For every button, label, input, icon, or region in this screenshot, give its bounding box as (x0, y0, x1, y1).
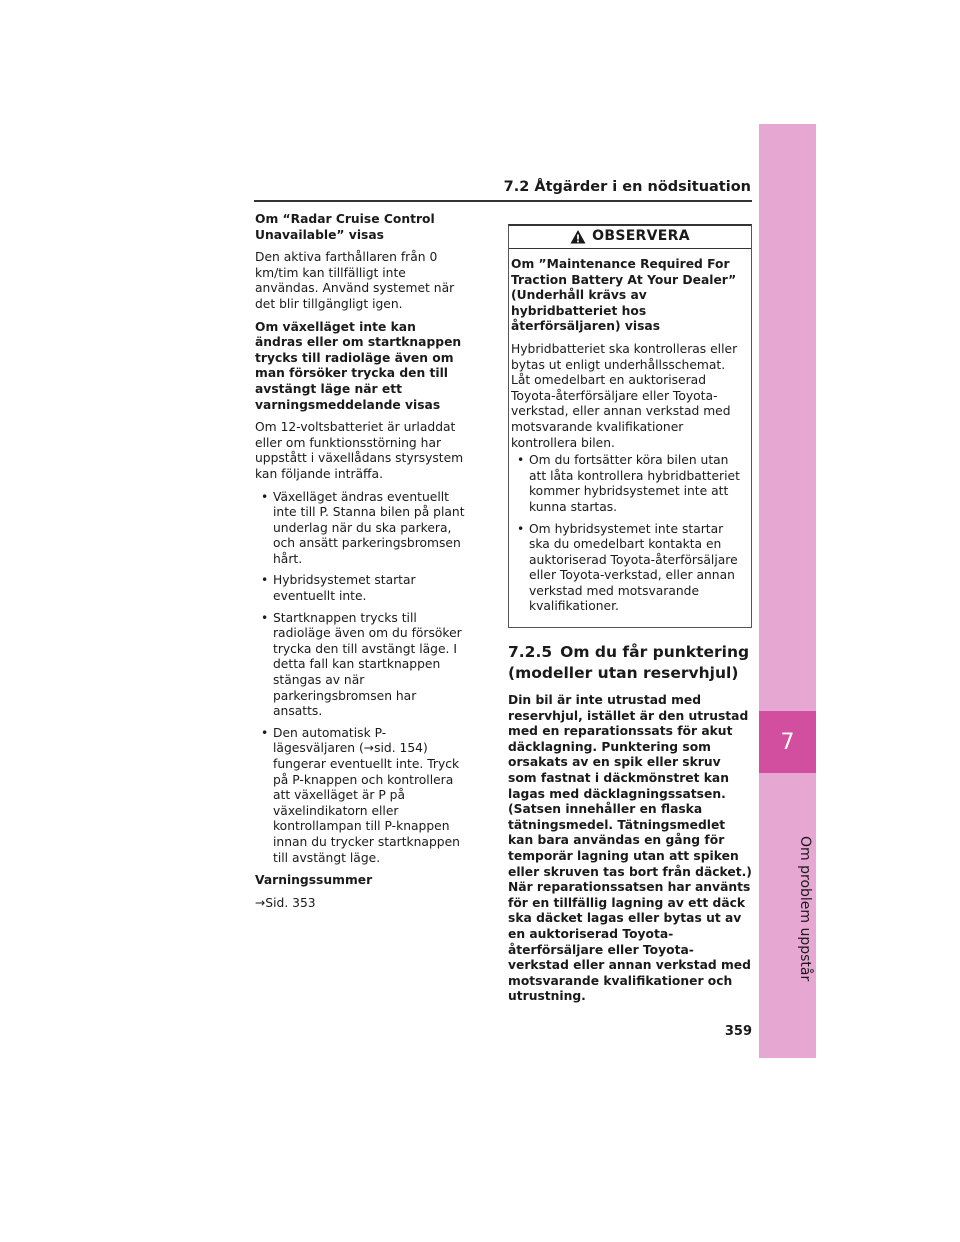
warning-body (509, 249, 751, 627)
list-item: • Om du fortsätter köra bilen utan att låta kontrollera hybridbatteriet kommer hybridsystemet inte att kunna startas. (511, 453, 747, 515)
section-number: 7.2.5 (508, 643, 553, 662)
header-divider (254, 200, 752, 202)
list-item: • Den automatisk P-lägesväljaren (→sid. 154) fungerar eventuellt inte. Tryck på P-knappen och kontrollera att växelläget är P på växelindikatorn eller kontrollampan till P-knappen innan du trycker startknappen till avstängt läge. (255, 726, 467, 866)
right-column (508, 224, 752, 1012)
bullet-list (255, 490, 467, 867)
chapter-side-tab (759, 124, 816, 1058)
section-header: 7.2 Åtgärder i en nödsituation (503, 179, 751, 195)
chapter-number: 7 (759, 711, 816, 773)
section-title-7-2-5 (508, 642, 752, 684)
warning-bullet-list (511, 453, 747, 615)
warning-heading: Om ”Maintenance Required For Traction Battery At Your Dealer” (Underhåll krävs av hybridbatteriet hos återförsäljaren) visas (511, 257, 737, 334)
paragraph-battery: Om 12-voltsbatteriet är urladdat eller om funktionsstörning har uppstått i växellådans styrsystem kan följande inträffa. (255, 420, 464, 481)
chapter-title: Om problem uppstår (797, 836, 813, 982)
warning-paragraph: Hybridbatteriet ska kontrolleras eller bytas ut enligt underhållsschemat. Låt omedelbart en auktoriserad Toyota-återförsäljare eller Toyota-verkstad, eller annan verkstad med motsvarande kvalifikationer kontrollera bilen. (511, 341, 738, 450)
warning-box (508, 224, 752, 628)
section-title-text: Om du får punktering (modeller utan reservhjul) (508, 643, 750, 683)
warning-triangle-icon (570, 229, 586, 245)
page-number: 359 (724, 1024, 752, 1039)
page-reference-link[interactable]: →Sid. 353 (255, 895, 316, 910)
paragraph-radar-cruise: Den aktiva farthållaren från 0 km/tim kan tillfälligt inte användas. Använd systemet när det blir tillgängligt igen. (255, 250, 455, 311)
warning-label: OBSERVERA (592, 228, 690, 245)
list-item: • Växelläget ändras eventuellt inte till P. Stanna bilen på plant underlag när du ska parkera, och ansätt parkeringsbromsen hårt. (255, 490, 467, 568)
section-body: Din bil är inte utrustad med reservhjul, istället är den utrustad med en reparationssats för akut däcklagning. Punktering som orsakats av en spik eller skruv som fastnat i däckmönstret kan lagas med däcklagningssatsen. (Satsen innehåller en flaska tätningsmedel. Tätningsmedlet kan bara användas en gång för temporär lagning utan att spiken eller skruven tas bort från däcket.) När reparationssatsen har använts för en tillfällig lagning av ett däck ska däcket lagas eller bytas ut av en auktoriserad Toyota-återförsäljare eller Toyota-verkstad eller annan verkstad med motsvarande kvalifikationer och utrustning. (508, 693, 752, 1004)
left-column (255, 212, 467, 918)
heading-shift-position: Om växelläget inte kan ändras eller om startknappen trycks till radioläge även om man försöker trycka den till avstängt läge när ett varningsmeddelande visas (255, 319, 462, 412)
warning-header (509, 226, 751, 249)
list-item: • Om hybridsystemet inte startar ska du omedelbart kontakta en auktoriserad Toyota-återförsäljare eller Toyota-verkstad, eller annan verkstad med motsvarande kvalifikationer. (511, 522, 747, 616)
heading-radar-cruise: Om “Radar Cruise Control Unavailable” visas (255, 212, 435, 242)
heading-warning-buzzer: Varningssummer (255, 873, 373, 888)
list-item: • Hybridsystemet startar eventuellt inte. (255, 573, 467, 604)
list-item: • Startknappen trycks till radioläge även om du försöker trycka den till avstängt läge. I detta fall kan startknappen stängas av när parkeringsbromsen har ansatts. (255, 611, 467, 720)
